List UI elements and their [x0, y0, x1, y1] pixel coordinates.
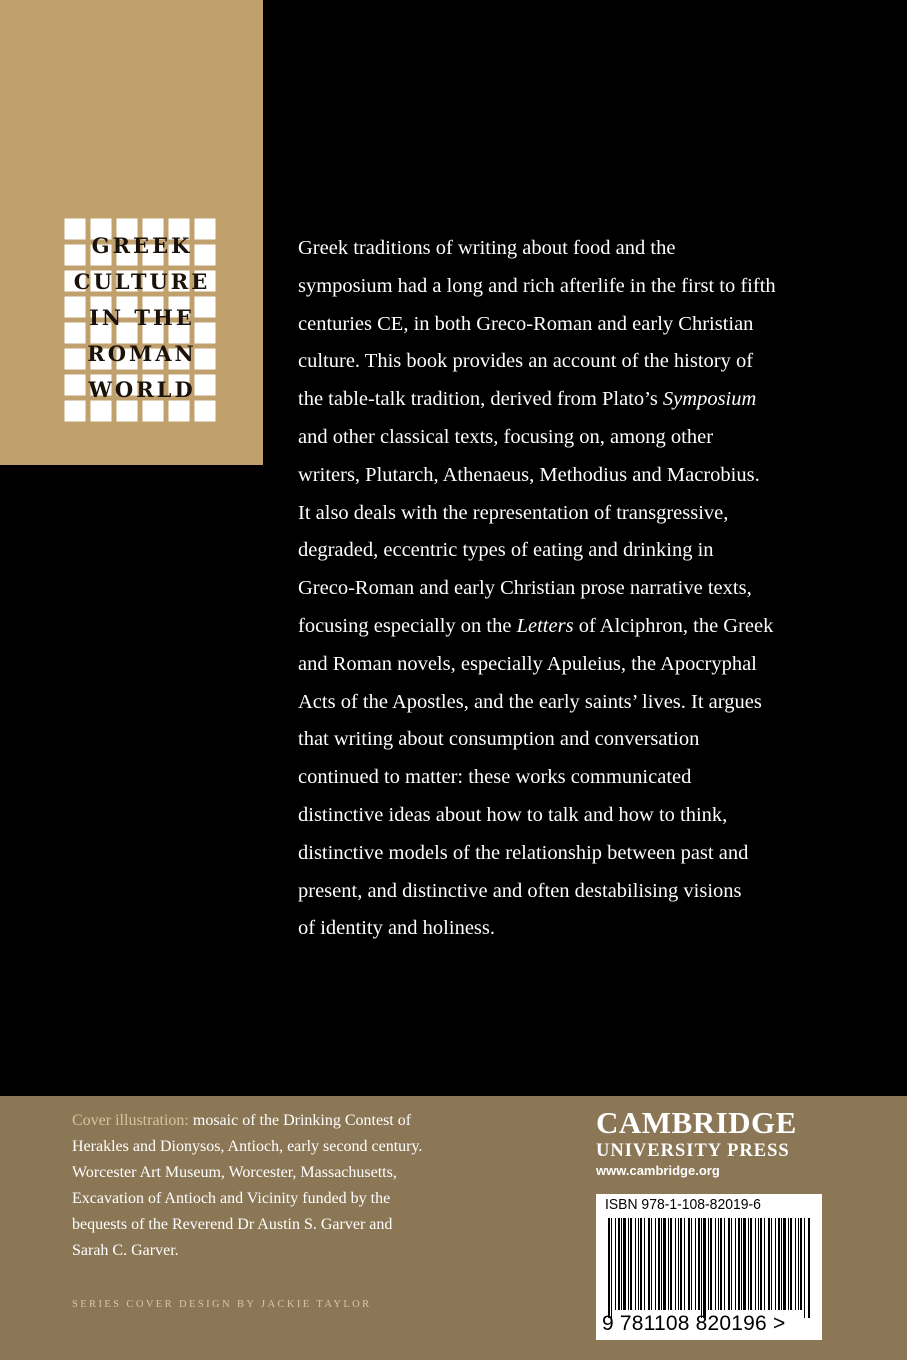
barcode-bar [678, 1218, 679, 1310]
barcode-bar [800, 1218, 802, 1310]
description-line: It also deals with the representation of transgressive, [298, 501, 729, 524]
description-line [298, 381, 868, 419]
barcode-bar [623, 1218, 626, 1310]
barcode-bar [640, 1218, 642, 1310]
publisher-url: www.cambridge.org [596, 1163, 720, 1178]
barcode-bar [718, 1218, 719, 1310]
barcode-bar [680, 1218, 682, 1310]
barcode-bar [638, 1218, 639, 1310]
barcode-bar [668, 1218, 669, 1310]
publisher-name: CAMBRIDGE [596, 1105, 797, 1140]
description-text: focusing especially on the [298, 614, 517, 637]
barcode-bar [748, 1218, 749, 1310]
symposium-title: Symposium [662, 388, 757, 411]
credit-line [72, 1108, 492, 1134]
barcode-bar [735, 1218, 736, 1310]
series-title-line: GREEK [91, 233, 193, 258]
barcode-bar [708, 1218, 709, 1310]
barcode-bar [621, 1218, 622, 1310]
barcode-bar [750, 1218, 752, 1310]
barcode-bar [771, 1218, 772, 1310]
barcode-bar [724, 1218, 725, 1310]
credit-line: bequests of the Reverend Dr Austin S. Garver and [72, 1216, 393, 1233]
isbn-label: ISBN 978-1-108-82019-6 [605, 1196, 761, 1213]
barcode-bar [618, 1218, 620, 1310]
description-line [298, 608, 868, 646]
barcode-bar [701, 1218, 702, 1318]
description-text: the table-talk tradition, derived from Plato’s [298, 388, 663, 411]
barcode-bar [808, 1218, 810, 1318]
barcode-bar [788, 1218, 789, 1310]
barcode-bar [698, 1218, 700, 1310]
description-line: and Roman novels, especially Apuleius, the Apocryphal [298, 652, 757, 675]
description-line: symposium had a long and rich afterlife in the first to fifth [298, 274, 776, 297]
barcode-bar [795, 1218, 796, 1310]
barcode-bar [608, 1218, 610, 1318]
barcode-bar [658, 1218, 660, 1310]
credit-text: mosaic of the Drinking Contest of [188, 1112, 412, 1129]
barcode-bar [628, 1218, 629, 1310]
description-line: continued to matter: these works communicated [298, 766, 692, 789]
description-line: that writing about consumption and conversation [298, 728, 700, 751]
barcode-bar [728, 1218, 730, 1310]
series-title-line: ROMAN [87, 341, 197, 366]
barcode-bar [758, 1218, 759, 1310]
barcode-bar [738, 1218, 740, 1310]
barcode-bar [764, 1218, 765, 1310]
barcode-bar [781, 1218, 782, 1310]
letters-title: Letters [516, 614, 574, 637]
barcode-bar [675, 1218, 676, 1310]
description-line: distinctive ideas about how to talk and how to think, [298, 803, 728, 826]
barcode-bar [663, 1218, 666, 1310]
credit-line: Sarah C. Garver. [72, 1242, 179, 1259]
barcode-bar [743, 1218, 746, 1310]
barcode-bar [695, 1218, 696, 1310]
barcode-bar [611, 1218, 612, 1318]
barcode-bar [655, 1218, 656, 1310]
barcode-bar [644, 1218, 645, 1310]
barcode-bar [775, 1218, 776, 1310]
description-line: culture. This book provides an account of the history of [298, 350, 754, 373]
barcode-bar [661, 1218, 662, 1310]
description-line: degraded, eccentric types of eating and drinking in [298, 539, 714, 562]
cover-credit [72, 1108, 492, 1264]
barcode-bar [635, 1218, 636, 1310]
barcode-bar [790, 1218, 792, 1310]
description-line: writers, Plutarch, Athenaeus, Methodius and Macrobius. [298, 463, 760, 486]
barcode-bar [670, 1218, 672, 1310]
publisher-press: UNIVERSITY PRESS [596, 1141, 790, 1161]
series-title-line: CULTURE [73, 269, 211, 294]
description-line: of identity and holiness. [298, 917, 496, 940]
bottom-band [0, 1096, 907, 1360]
barcode-bar [615, 1218, 616, 1310]
book-description [298, 230, 868, 948]
barcode-bar [691, 1218, 692, 1310]
barcode-bar [710, 1218, 712, 1310]
description-line: centuries CE, in both Greco-Roman and early Christian [298, 312, 754, 335]
credit-line: Excavation of Antioch and Vicinity funded by the [72, 1190, 391, 1207]
series-panel [0, 0, 263, 465]
barcode-bar [651, 1218, 652, 1310]
barcode-bar [783, 1218, 786, 1310]
barcode-bar [760, 1218, 762, 1310]
credit-label: Cover illustration: [72, 1112, 189, 1129]
barcode-bar [688, 1218, 690, 1310]
barcode-digits: 9 781108 820196 > [602, 1312, 786, 1335]
publisher-logo [596, 1106, 836, 1180]
series-title-line: WORLD [88, 377, 196, 402]
description-line: and other classical texts, focusing on, among other [298, 425, 714, 448]
barcode [596, 1194, 822, 1340]
barcode-bar [804, 1218, 805, 1318]
barcode-bar [731, 1218, 732, 1310]
design-credit: SERIES COVER DESIGN BY JACKIE TAYLOR [72, 1299, 372, 1310]
description-line: Greco-Roman and early Christian prose narrative texts, [298, 577, 752, 600]
barcode-bar [778, 1218, 780, 1310]
description-line: Acts of the Apostles, and the early saints’ lives. It argues [298, 690, 762, 713]
barcode-bar [768, 1218, 770, 1310]
description-text: of Alciphron, the Greek [573, 614, 774, 637]
barcode-bar [703, 1218, 706, 1318]
barcode-bar [720, 1218, 722, 1310]
barcode-bar [630, 1218, 632, 1310]
series-title-line: IN THE [89, 305, 195, 330]
barcode-bar [684, 1218, 685, 1310]
credit-line: Worcester Art Museum, Worcester, Massachusetts, [72, 1164, 397, 1181]
series-title [62, 228, 222, 408]
barcode-bar [741, 1218, 742, 1310]
credit-line: Herakles and Dionysos, Antioch, early second century. [72, 1138, 423, 1155]
description-line: Greek traditions of writing about food and the [298, 237, 676, 259]
description-line: distinctive models of the relationship between past and [298, 841, 749, 864]
series-logo [62, 216, 218, 424]
barcode-bar [798, 1218, 799, 1310]
barcode-bar [755, 1218, 756, 1310]
description-line: present, and distinctive and often destabilising visions [298, 879, 742, 902]
barcode-bar [715, 1218, 716, 1310]
barcode-bar [648, 1218, 650, 1310]
